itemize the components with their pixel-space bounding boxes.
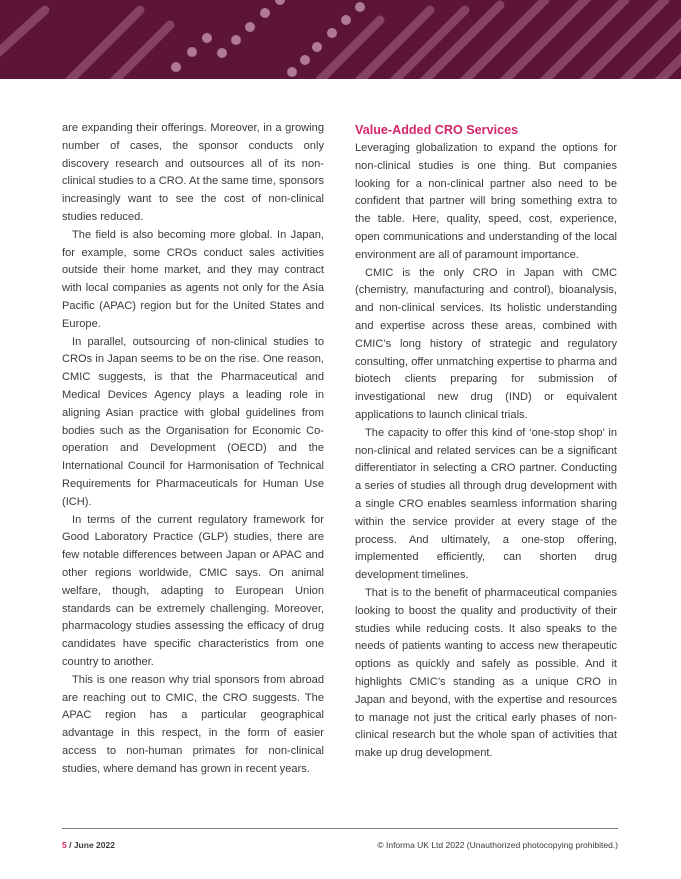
issue-date: June 2022	[73, 840, 115, 850]
banner-decoration	[0, 0, 681, 79]
paragraph: In parallel, outsourcing of non-clinical studies to CROs in Japan seems to be on the rise. One reason, CMIC suggests, is that the Pharmaceutical and Medical Devices Agency plays a leading role in aligning Asian practice with global guidelines from bodies such as the Organisation for Economic Co-operation and Development (OECD) and the International Council for Harmonisation of Technical Requirements for Pharmaceuticals for Human Use (ICH).	[62, 335, 324, 508]
paragraph: This is one reason why trial sponsors from abroad are reaching out to CMIC, the CRO suggests. The APAC region has a particular geographical advantage in this respect, in the form of easier access to non-human primates for non-clinical studies, where demand has grown in recent years.	[62, 673, 324, 775]
paragraph: Leveraging globalization to expand the options for non-clinical studies is one thing. But companies looking for a non-clinical partner also need to be confident that partner will bring something extra to the table. Here, quality, speed, cost, experience, open communications and understanding of the local environment are all of paramount importance.	[355, 142, 617, 261]
left-column	[62, 120, 324, 778]
right-column	[355, 120, 617, 763]
page-number: 5	[62, 840, 67, 850]
section-heading: Value-Added CRO Services	[355, 123, 519, 137]
header-banner	[0, 0, 681, 79]
paragraph: In terms of the current regulatory framework for Good Laboratory Practice (GLP) studies, there are few notable differences between Japan or APAC and other regions worldwide, CMIC says. On animal welfare, though, adapting to European Union standards can be extremely challenging. Moreover, pharmacology studies assessing the efficacy of drug candidates have specific characteristics from one country to another.	[62, 513, 324, 668]
paragraph: That is to the benefit of pharmaceutical companies looking to boost the quality and productivity of their studies while reducing costs. It also speaks to the needs of patients wanting to access new therapeutic options as quickly and safely as possible. And it highlights CMIC’s standing as a unique CRO in Japan and beyond, with the expertise and resources to manage not just the critical early phases of non-clinical research but the whole span of activities that make up drug development.	[355, 586, 617, 760]
paragraph: are expanding their offerings. Moreover, in a growing number of cases, the sponsor conducts only discovery research and outsources all of its non-clinical studies to a CRO. At the same time, sponsors increasingly want to see the cost of non-clinical studies reduced.	[62, 122, 324, 223]
footer-page-info	[62, 840, 115, 850]
paragraph: CMIC is the only CRO in Japan with CMC (chemistry, manufacturing and control), bioanalysis, and non-clinical services. Its holistic understanding and expertise across these areas, combined with CMIC’s long history of strategic and regulatory consulting, offer unmatching expertise to pharma and biotech clients preparing for submission of investigational new drug (IND) or equivalent applications to launch clinical trials.	[355, 266, 617, 421]
footer-divider	[62, 828, 618, 829]
copyright-notice: © Informa UK Ltd 2022 (Unauthorized photocopying prohibited.)	[377, 840, 618, 850]
paragraph: The field is also becoming more global. In Japan, for example, some CROs conduct sales activities outside their home market, and they may contract with local companies as agents not only for the Asia Pacific (APAC) region but for the United States and Europe.	[62, 228, 324, 330]
footer-separator: /	[66, 840, 74, 850]
paragraph: The capacity to offer this kind of ‘one-stop shop’ in non-clinical and related services can be a significant differentiator in selecting a CRO partner. Conducting a series of studies all through drug development with a single CRO enables seamless information sharing within the service provider at every stage of the process. And ultimately, a one-stop offering, implemented efficiently, can shorten drug development timelines.	[355, 426, 617, 582]
